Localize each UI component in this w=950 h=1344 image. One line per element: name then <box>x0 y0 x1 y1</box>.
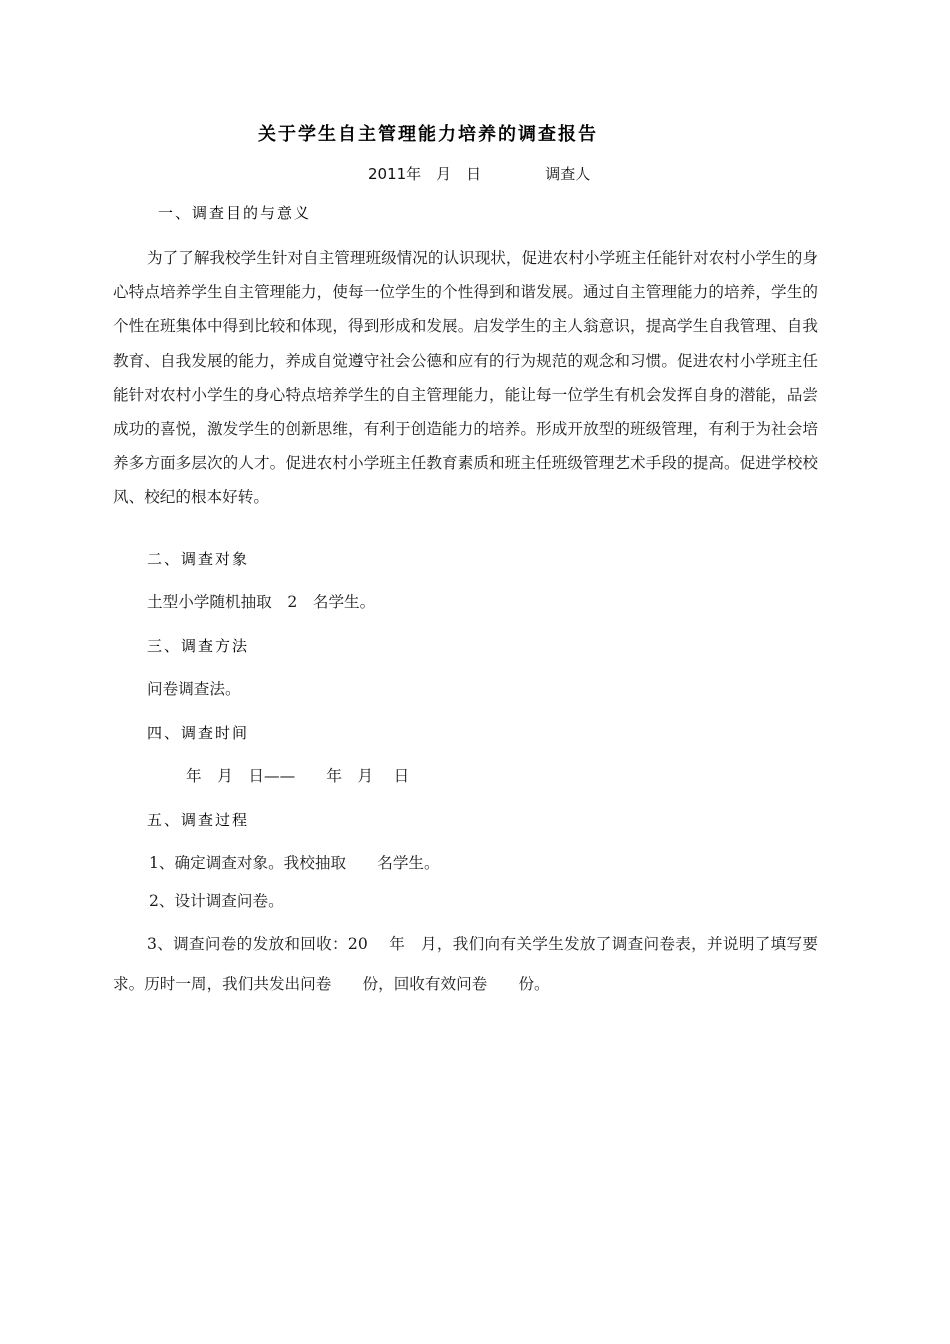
document-subtitle <box>368 163 590 184</box>
document-title: 关于学生自主管理能力培养的调查报告 <box>258 124 598 145</box>
process-step-3: 3、调查问卷的发放和回收：20 年 月，我们向有关学生发放了调查问卷表，并说明了填写要求。历时一周，我们共发出问卷 份，回收有效问卷 份。 <box>113 935 818 993</box>
section-heading-method: 三、调查方法 <box>147 637 250 655</box>
section-heading-object: 二、调查对象 <box>147 550 250 568</box>
section-text-object: 土型小学随机抽取 2 名学生。 <box>147 593 376 611</box>
process-step-1: 1、确定调查对象。我校抽取 名学生。 <box>149 854 440 872</box>
report-author-label: 调查人 <box>545 165 591 183</box>
section-heading-purpose: 一、调查目的与意义 <box>158 204 312 222</box>
section-text-purpose: 为了了解我校学生针对自主管理班级情况的认识现状，促进农村小学班主任能针对农村小学生的身心特点培养学生自主管理能力，使每一位学生的个性得到和谐发展。通过自主管理能力的培养，学生的个性在班集体中得到比较和体现，得到形成和发展。启发学生的主人翁意识，提高学生自我管理、自我教育、自我发展的能力，养成自觉遵守社会公德和应有的行为规范的观念和习惯。促进农村小学班主任能针对农村小学生的身心特点培养学生的自主管理能力，能让每一位学生有机会发挥自身的潜能，品尝成功的喜悦，激发学生的创新思维，有利于创造能力的培养。形成开放型的班级管理，有利于为社会培养多方面多层次的人才。促进农村小学班主任教育素质和班主任班级管理艺术手段的提高。促进学校校风、校纪的根本好转。 <box>113 249 818 507</box>
report-date: 2011年 月 日 <box>368 165 482 183</box>
section-heading-process: 五、调查过程 <box>147 811 250 829</box>
process-step-2: 2、设计调查问卷。 <box>149 892 284 910</box>
section-heading-time: 四、调查时间 <box>147 724 250 742</box>
section-text-time: 年 月 日—— 年 月 日 <box>186 767 410 785</box>
section-text-method: 问卷调查法。 <box>147 680 241 698</box>
